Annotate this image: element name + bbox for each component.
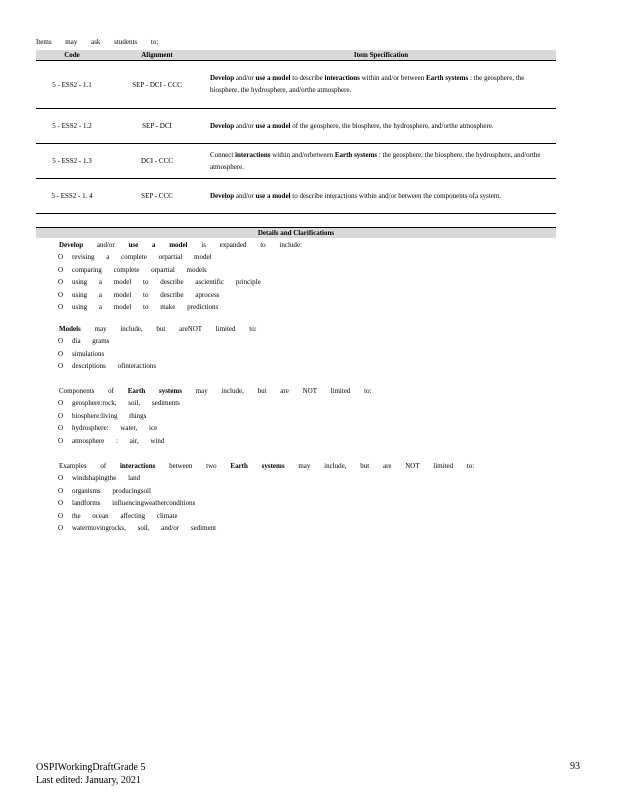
list-item-text: dia grams (72, 337, 110, 345)
code-cell: 5 - ESS2 - 1.2 (36, 109, 108, 144)
list-item-text: comparing complete orpartial models (72, 265, 207, 274)
circle-bullet-icon: O (58, 362, 64, 370)
item-spec-text: use a model (255, 121, 291, 130)
item-spec-text: and/or (234, 74, 256, 82)
heading-text: Examples of (59, 462, 120, 470)
table-header-row (36, 50, 556, 61)
list-item-text: simulations (72, 349, 105, 358)
item-spec-text: to describe (290, 74, 325, 82)
list-item-text: watermovingrocks, soil, and/or sediment (72, 524, 217, 532)
list-item (44, 485, 474, 498)
circle-bullet-icon: O (58, 486, 64, 495)
heading-text: is expanded to include: (187, 241, 302, 249)
item-spec-text: Develop (210, 121, 235, 130)
item-spec-text: use a model (255, 74, 291, 82)
list-item-text: the ocean affecting climate (72, 511, 178, 520)
table-row (36, 109, 556, 144)
heading-text: Earth systems (127, 387, 182, 395)
list-item (44, 251, 302, 264)
alignment-cell: DCI - CCC (108, 144, 206, 179)
item-spec-text: and/or (234, 191, 256, 200)
page-number: 93 (570, 761, 580, 772)
item-spec-text: Develop (210, 74, 235, 82)
code-header: Code (36, 50, 108, 61)
table-row (36, 179, 556, 214)
circle-bullet-icon: O (58, 436, 64, 445)
list-item-text: atmosphere : air, wind (72, 436, 165, 445)
circle-bullet-icon: O (58, 303, 64, 311)
circle-bullet-icon: O (58, 265, 64, 274)
details-section (44, 460, 474, 535)
item-spec-text: Develop (210, 191, 235, 200)
circle-bullet-icon: O (58, 411, 64, 420)
item-spec-text: Earth systems (334, 150, 378, 159)
heading-text: Models (59, 325, 81, 333)
circle-bullet-icon: O (58, 337, 64, 345)
sub-list (44, 335, 257, 373)
circle-bullet-icon: O (58, 278, 64, 286)
list-item (44, 264, 302, 277)
list-item (44, 472, 474, 485)
item-spec-cell (206, 179, 556, 214)
table-row (36, 61, 556, 109)
circle-bullet-icon: O (58, 424, 64, 432)
details-section (44, 385, 372, 447)
item-spec-text: to describe interactions within and/or between the components ofa system. (290, 191, 502, 200)
circle-bullet-icon: O (58, 253, 64, 261)
details-header: Details and Clarifications (36, 227, 556, 238)
heading-text: interactions (119, 462, 156, 470)
item-spec-text: Connect (210, 150, 236, 159)
item-spec-cell (206, 61, 556, 109)
item-spec-text: and/or (234, 121, 256, 130)
item-spec-text: : the geosphere, the biosphere, the hydrosphere, and/orthe atmosphere. (210, 74, 525, 94)
heading-text: between two (155, 462, 231, 470)
section-heading (44, 385, 372, 397)
list-item (44, 422, 372, 435)
item-spec-text: of the geosphere, the biosphere, the hydrosphere, and/orthe atmosphere. (290, 121, 494, 130)
list-item-text: using a model to describe aprocess (72, 290, 220, 299)
item-spec-cell (206, 144, 556, 179)
code-cell: 5 - ESS2 - 1.3 (36, 144, 108, 179)
heading-text: Develop (59, 241, 84, 249)
intro-text: Items may ask students to: (36, 38, 159, 46)
list-item (44, 276, 302, 289)
circle-bullet-icon: O (58, 349, 64, 358)
item-spec-text: interactions (324, 74, 360, 82)
sub-list (44, 397, 372, 447)
list-item (44, 360, 257, 373)
alignment-header: Alignment (108, 50, 206, 61)
heading-text: and/or (83, 241, 129, 249)
list-item-text: landforms influencingweatherconditions (72, 499, 196, 507)
list-item-text: biosphere:living things (72, 411, 147, 420)
item-spec-text: Earth systems (426, 74, 469, 82)
list-item-text: revising a complete orpartial model (72, 253, 212, 261)
item-spec-text: : the geosphere, the biosphere, the hydrosphere, and/orthe atmosphere. (210, 150, 541, 171)
section-heading (44, 323, 257, 335)
list-item (44, 348, 257, 361)
item-spec-text: interactions (235, 150, 271, 159)
heading-text: may include, but areNOT limited to: (80, 325, 257, 333)
list-item (44, 435, 372, 448)
footer-title: OSPIWorkingDraftGrade 5 (36, 762, 146, 773)
heading-text: may include, but are NOT limited to: (181, 387, 372, 395)
item-spec-table (36, 50, 556, 214)
circle-bullet-icon: O (58, 511, 64, 520)
item-spec-header: Item Specification (206, 50, 556, 61)
circle-bullet-icon: O (58, 524, 64, 532)
sub-list (44, 251, 302, 314)
list-item (44, 510, 474, 523)
item-spec-text: within and/or between (359, 74, 426, 82)
list-item-text: using a model to make predictions (72, 303, 219, 311)
details-section (44, 323, 257, 373)
table-row (36, 144, 556, 179)
heading-text: Components of (59, 387, 128, 395)
section-heading (44, 239, 302, 251)
alignment-cell: SEP - DCI (108, 109, 206, 144)
list-item-text: descriptions ofinteractions (72, 362, 157, 370)
list-item (44, 289, 302, 302)
list-item (44, 301, 302, 314)
footer (36, 761, 145, 787)
section-heading (44, 460, 474, 472)
item-spec-cell (206, 109, 556, 144)
heading-text: Earth systems (230, 462, 285, 470)
footer-edited: Last edited: January, 2021 (36, 775, 141, 786)
circle-bullet-icon: O (58, 399, 64, 407)
list-item-text: organisms producingsoil (72, 486, 151, 495)
list-item-text: windshapingthe land (72, 474, 141, 482)
list-item-text: hydrosphere: water, ice (72, 424, 158, 432)
circle-bullet-icon: O (58, 474, 64, 482)
details-section (44, 239, 302, 314)
code-cell: 5 - ESS2 - 1.1 (36, 61, 108, 109)
list-item (44, 522, 474, 535)
item-spec-text: within and/orbetween (270, 150, 335, 159)
list-item-text: geosphere:rock, soil, sediments (72, 399, 180, 407)
circle-bullet-icon: O (58, 499, 64, 507)
sub-list (44, 472, 474, 535)
list-item (44, 335, 257, 348)
circle-bullet-icon: O (58, 290, 64, 299)
code-cell: 5 - ESS2 - 1. 4 (36, 179, 108, 214)
list-item (44, 497, 474, 510)
list-item (44, 397, 372, 410)
list-item-text: using a model to describe ascientific principle (72, 278, 261, 286)
list-item (44, 410, 372, 423)
heading-text: may include, but are NOT limited to: (284, 462, 475, 470)
alignment-cell: SEP - DCI - CCC (108, 61, 206, 109)
alignment-cell: SEP - CCC (108, 179, 206, 214)
item-spec-text: use a model (255, 191, 291, 200)
heading-text: use a model (128, 241, 188, 249)
